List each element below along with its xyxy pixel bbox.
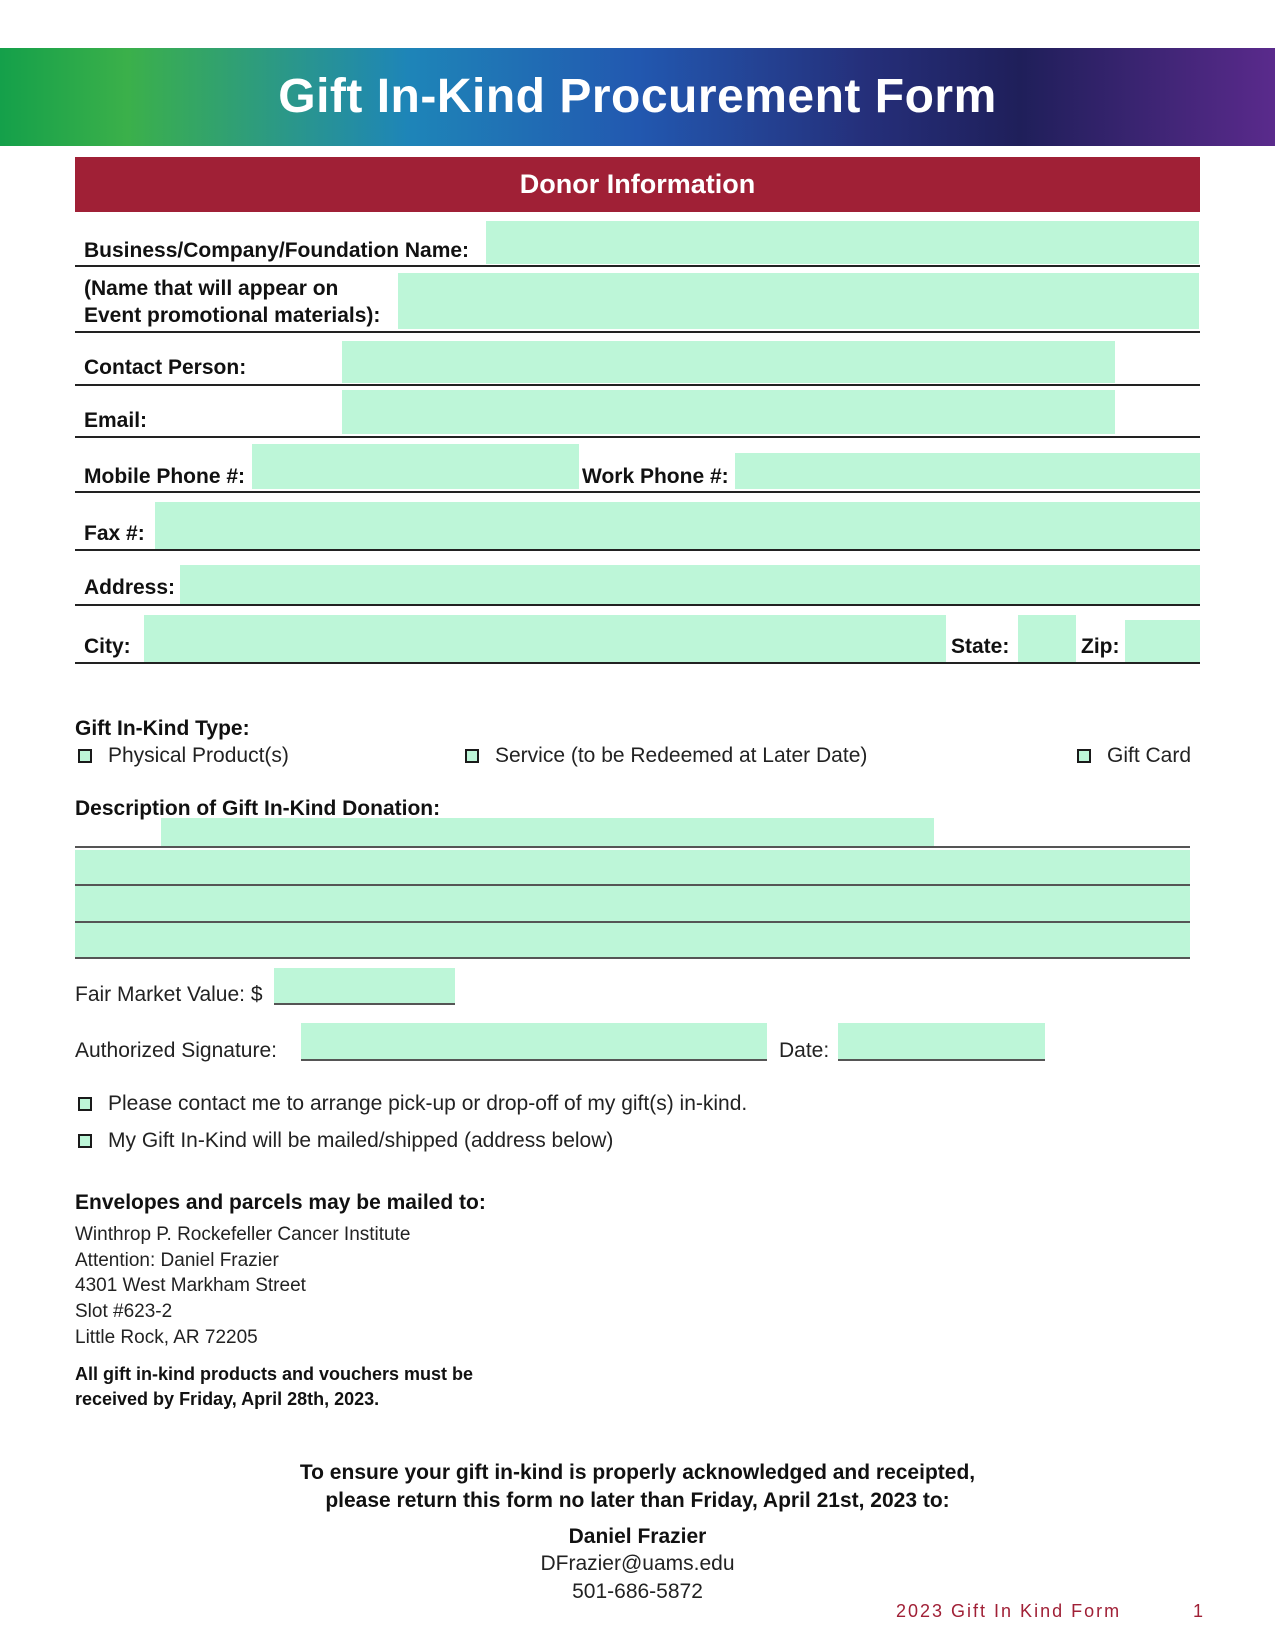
description-heading: Description of Gift In-Kind Donation: bbox=[75, 797, 441, 820]
return-contact-name: Daniel Frazier bbox=[568, 1525, 707, 1548]
signature-line bbox=[301, 1059, 767, 1061]
work-phone-field[interactable] bbox=[735, 453, 1200, 489]
return-contact-phone: 501-686-5872 bbox=[572, 1580, 703, 1603]
city-rule bbox=[75, 662, 1200, 664]
signature-field[interactable] bbox=[301, 1023, 767, 1061]
physical-product-checkbox[interactable] bbox=[78, 749, 92, 763]
description-line-1 bbox=[75, 846, 1190, 848]
service-checkbox[interactable] bbox=[465, 749, 479, 763]
page-title: Gift In-Kind Procurement Form bbox=[278, 70, 997, 123]
fax-label: Fax #: bbox=[84, 522, 145, 545]
description-line-4 bbox=[75, 957, 1190, 959]
return-info-line-2: please return this form no later than Friday, April 21st, 2023 to: bbox=[325, 1489, 950, 1512]
address-field[interactable] bbox=[180, 565, 1200, 604]
mailing-line-5: Little Rock, AR 72205 bbox=[75, 1327, 258, 1348]
mailing-line-4: Slot #623-2 bbox=[75, 1301, 173, 1322]
gift-card-checkbox[interactable] bbox=[1077, 749, 1091, 763]
donor-information-header: Donor Information bbox=[75, 157, 1200, 212]
promo-name-field[interactable] bbox=[398, 273, 1199, 329]
mail-ship-checkbox[interactable] bbox=[78, 1134, 92, 1148]
date-field[interactable] bbox=[838, 1023, 1045, 1061]
mailing-heading: Envelopes and parcels may be mailed to: bbox=[75, 1191, 486, 1214]
description-line-3 bbox=[75, 921, 1190, 923]
description-line-2 bbox=[75, 884, 1190, 886]
fair-market-value-label: Fair Market Value: $ bbox=[75, 983, 263, 1006]
city-field[interactable] bbox=[144, 615, 946, 662]
pickup-dropoff-label: Please contact me to arrange pick-up or drop-off of my gift(s) in-kind. bbox=[108, 1092, 748, 1115]
return-info-line-1: To ensure your gift in-kind is properly acknowledged and receipted, bbox=[299, 1461, 976, 1484]
phone-rule bbox=[75, 491, 1200, 493]
contact-person-label: Contact Person: bbox=[84, 356, 247, 379]
state-field[interactable] bbox=[1018, 615, 1076, 662]
physical-product-label: Physical Product(s) bbox=[108, 744, 289, 767]
city-label: City: bbox=[84, 635, 131, 658]
gift-card-label: Gift Card bbox=[1107, 744, 1192, 767]
signature-label: Authorized Signature: bbox=[75, 1039, 277, 1062]
description-field-line1[interactable] bbox=[161, 818, 934, 846]
fax-field[interactable] bbox=[155, 502, 1200, 549]
mobile-phone-label: Mobile Phone #: bbox=[84, 465, 246, 488]
state-label: State: bbox=[951, 635, 1010, 658]
fax-rule bbox=[75, 549, 1200, 551]
mailing-line-1: Winthrop P. Rockefeller Cancer Institute bbox=[75, 1224, 411, 1245]
mail-ship-label: My Gift In-Kind will be mailed/shipped (address below) bbox=[108, 1129, 614, 1152]
email-label: Email: bbox=[84, 409, 148, 432]
date-line bbox=[838, 1059, 1045, 1061]
mobile-phone-field[interactable] bbox=[252, 444, 579, 489]
gift-type-heading: Gift In-Kind Type: bbox=[75, 717, 250, 740]
promo-name-rule bbox=[75, 331, 1200, 333]
contact-person-field[interactable] bbox=[342, 341, 1115, 383]
mailing-line-3: 4301 West Markham Street bbox=[75, 1275, 306, 1296]
contact-person-rule bbox=[75, 384, 1200, 386]
date-label: Date: bbox=[779, 1039, 830, 1062]
business-name-field[interactable] bbox=[486, 221, 1199, 264]
address-label: Address: bbox=[84, 576, 176, 599]
address-rule bbox=[75, 604, 1200, 606]
service-label: Service (to be Redeemed at Later Date) bbox=[495, 744, 868, 767]
return-contact-email: DFrazier@uams.edu bbox=[540, 1552, 735, 1575]
description-field-lines[interactable] bbox=[75, 850, 1190, 958]
business-name-label: Business/Company/Foundation Name: bbox=[84, 239, 470, 262]
email-field[interactable] bbox=[342, 390, 1115, 434]
deadline-line-1: All gift in-kind products and vouchers must be bbox=[75, 1364, 474, 1384]
zip-field[interactable] bbox=[1125, 620, 1200, 662]
mailing-line-2: Attention: Daniel Frazier bbox=[75, 1250, 279, 1271]
email-rule bbox=[75, 436, 1200, 438]
deadline-line-2: received by Friday, April 28th, 2023. bbox=[75, 1389, 380, 1409]
business-name-rule bbox=[75, 265, 1200, 267]
zip-label: Zip: bbox=[1081, 635, 1120, 658]
promo-name-label-line1: (Name that will appear on bbox=[84, 277, 339, 300]
pickup-dropoff-checkbox[interactable] bbox=[78, 1097, 92, 1111]
footer-page-number: 1 bbox=[1193, 1601, 1206, 1621]
footer-form-label: 2023 Gift In Kind Form bbox=[896, 1601, 1122, 1621]
work-phone-label: Work Phone #: bbox=[582, 465, 729, 488]
promo-name-label-line2: Event promotional materials): bbox=[84, 304, 381, 327]
fair-market-value-line bbox=[274, 1003, 455, 1005]
fair-market-value-field[interactable] bbox=[274, 968, 455, 1004]
